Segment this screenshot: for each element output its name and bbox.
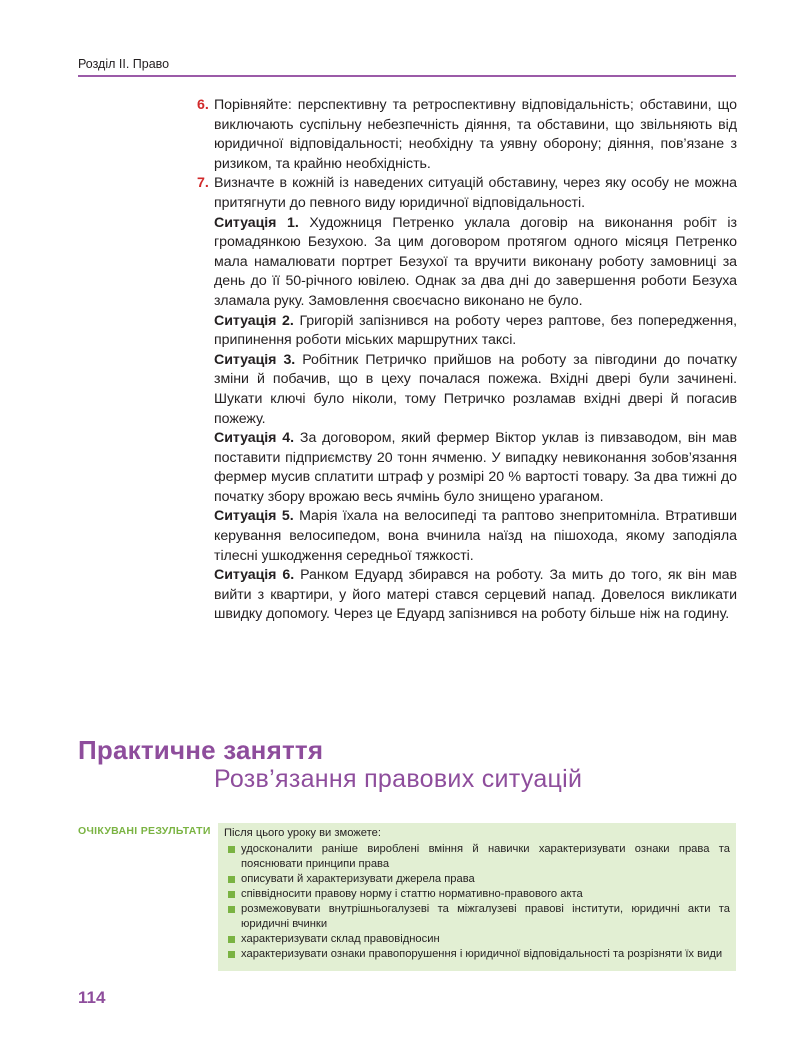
- square-bullet-icon: [228, 846, 235, 853]
- situation-label: Ситуація 1.: [214, 214, 299, 231]
- situation-label: Ситуація 5.: [214, 508, 294, 525]
- situation-label: Ситуація 6.: [214, 567, 295, 584]
- list-item-text: характеризувати склад правовідносин: [241, 933, 440, 945]
- list-item-text: описувати й характеризувати джерела права: [241, 873, 475, 885]
- expected-results-box: [218, 823, 736, 971]
- square-bullet-icon: [228, 951, 235, 958]
- questions-block: [197, 96, 737, 625]
- square-bullet-icon: [228, 891, 235, 898]
- situation-1: [214, 214, 737, 312]
- square-bullet-icon: [228, 906, 235, 913]
- question-number: 6.: [197, 97, 209, 113]
- situation-text: Марія їхала на велосипеді та раптово знепритомніла. Втративши керування велосипедом, вона вчинила наїзд на пішохода, якому заподіяла тілесні ушкодження середньої тяжкості.: [214, 508, 737, 564]
- question-7: [197, 174, 737, 625]
- list-item: [224, 887, 730, 902]
- expected-results-label: ОЧІКУВАНІ РЕЗУЛЬТАТИ: [78, 825, 211, 837]
- square-bullet-icon: [228, 876, 235, 883]
- question-text: Визначте в кожній із наведених ситуацій обставину, через яку особу не можна притягнути до певного виду юридичної відповідальності.: [214, 175, 737, 211]
- situation-5: [214, 507, 737, 566]
- section-title: Практичне заняття: [78, 735, 324, 765]
- square-bullet-icon: [228, 936, 235, 943]
- situation-label: Ситуація 4.: [214, 430, 295, 447]
- situation-6: [214, 566, 737, 625]
- situation-4: [214, 429, 737, 507]
- question-6: [197, 96, 737, 174]
- list-item: [224, 872, 730, 887]
- situation-2: [214, 312, 737, 351]
- situation-label: Ситуація 3.: [214, 351, 296, 368]
- list-item-text: співвідносити правову норму і статтю нормативно-правового акта: [241, 888, 583, 900]
- situation-text: Григорій запізнився на роботу через раптове, без попередження, припинення роботи міських маршрутних таксі.: [214, 312, 737, 349]
- list-item-text: удосконалити раніше вироблені вміння й навички характеризувати ознаки права та пояснювати принципи права: [241, 843, 730, 870]
- question-number: 7.: [197, 175, 209, 192]
- situation-text: Художниця Петренко уклала договір на виконання робіт із громадянкою Безухою. За цим договором протягом одного місяця Петренко мала намалювати портрет Безухої та вручити виконану роботу замовниці за день до її 50-річного ювілею. Однак за два дні до завершення роботи Безуха зламала руку. Замовлення своєчасно виконано не було.: [214, 214, 737, 309]
- situation-text: Ранком Едуард збирався на роботу. За мить до того, як він мав вийти з квартири, у його матері стався серцевий напад. Довелося викликати швидку допомогу. Через це Едуард запізнився на роботу більше ніж на годину.: [214, 567, 737, 623]
- list-item-text: розмежовувати внутрішньогалузеві та міжгалузеві правові інститути, юридичні акти та юридичні вчинки: [241, 903, 730, 930]
- list-item: [224, 947, 730, 962]
- list-item: [224, 932, 730, 947]
- list-item-text: характеризувати ознаки правопорушення і юридичної відповідальності та розрізняти їх види: [241, 948, 723, 960]
- section-subtitle: Розв’язання правових ситуацій: [214, 765, 583, 793]
- situation-text: Робітник Петричко прийшов на роботу за півгодини до початку зміни й побачив, що в цеху почалася пожежа. Вхідні двері були зачинені. Шукати ключі було ніколи, тому Петричко розламав вхідні двері й погасив пожежу.: [214, 351, 737, 427]
- question-text: Порівняйте: перспективну та ретроспективну відповідальність; обставини, що виключають суспільну небезпечність діяння, та обставини, що звільняють від юридичної відповідальності; необхідну та уявну оборону; діяння, пов’язане з ризиком, та крайню необхідність.: [214, 97, 737, 172]
- running-head: Розділ ІІ. Право: [78, 57, 170, 71]
- header-divider: [78, 75, 736, 77]
- list-item: [224, 902, 730, 932]
- results-intro: Після цього уроку ви зможете:: [224, 827, 381, 839]
- list-item: [224, 842, 730, 872]
- situation-label: Ситуація 2.: [214, 312, 294, 329]
- situation-text: За договором, який фермер Віктор уклав із пивзаводом, він мав поставити підприємству 20 тонн ячменю. У випадку невиконання зобов’язання фермер мусив сплатити штраф у розмірі 20 % вартості товару. За два тижні до початку збору врожаю весь ячмінь було знищено ураганом.: [214, 430, 737, 505]
- situation-3: [214, 351, 737, 429]
- page-number: 114: [78, 988, 106, 1007]
